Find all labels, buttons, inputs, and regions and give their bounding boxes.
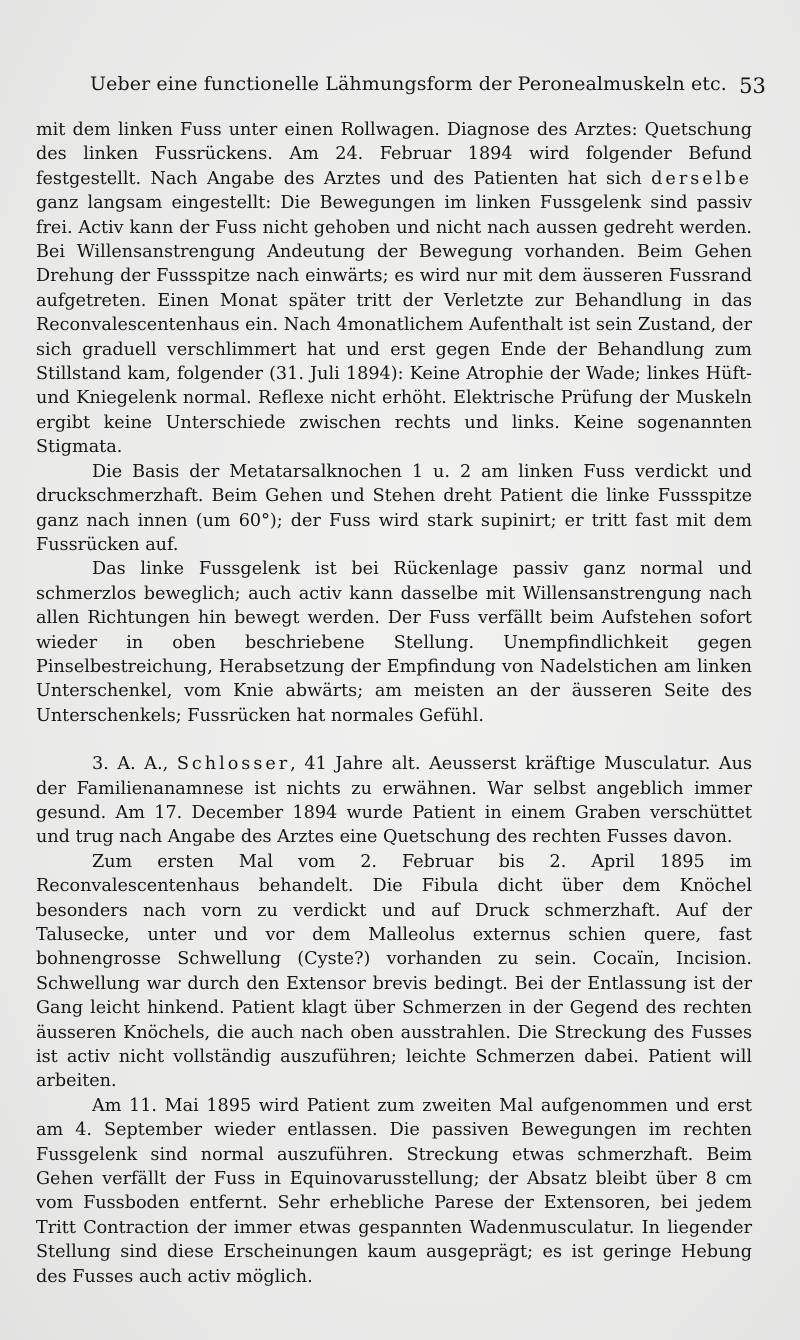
paragraph-text: ganz langsam eingestellt: Die Bewegungen im linken Fussgelenk sind passiv frei. Activ kann der Fuss nicht gehoben und nicht nach aussen gedreht werden. Bei Willensanstrengung Andeutung der Bewegung vorhanden. Beim Gehen Drehung der Fussspitze nach einwärts; es wird nur mit dem äusseren Fussrand aufgetreten. Einen Monat später tritt der Verletzte zur Behandlung in das Reconvalescentenhaus ein. Nach 4monatlichem Aufenthalt ist sein Zustand, der sich graduell verschlimmert hat und erst gegen Ende der Behandlung zum Stillstand kam, folgender (31. Juli 1894): Keine Atrophie der Wade; linkes Hüft- und Kniegelenk normal. Reflexe nicht erhöht. Elektrische Prüfung der Muskeln ergibt keine Unterschiede zwischen rechts und links. Keine sogenannten Stigmata. xyxy=(36,193,752,458)
page-number: 53 xyxy=(739,74,766,98)
paragraph xyxy=(36,1094,752,1289)
paragraph-text: Das linke Fussgelenk ist bei Rückenlage passiv ganz normal und schmerzlos beweglich; auch activ kann dasselbe mit Willensanstrengung nach allen Richtungen hin bewegt werden. Der Fuss verfällt beim Aufstehen sofort wieder in oben beschriebene Stellung. Unempfindlichkeit gegen Pinselbestreichung, Herabsetzung der Empfindung von Nadelstichen am linken Unterschenkel, vom Knie abwärts; am meisten an der äusseren Seite des Unterschenkels; Fussrücken hat normales Gefühl. xyxy=(36,559,752,726)
paragraph xyxy=(36,460,752,558)
paragraph xyxy=(36,118,752,460)
paragraph-text: 3. A. A., xyxy=(92,754,177,775)
paragraph xyxy=(36,850,752,1094)
paragraph-text: , 41 Jahre alt. Aeusserst kräftige Musculatur. Aus der Familienanamnese ist nichts zu erwähnen. War selbst angeblich immer gesund. Am 17. December 1894 wurde Patient in einem Graben verschüttet und trug nach Angabe des Arztes eine Quetschung des rechten Fusses davon. xyxy=(36,754,752,848)
body-text xyxy=(36,118,752,1289)
paragraph-text: Zum ersten Mal vom 2. Februar bis 2. April 1895 im Reconvalescentenhaus behandelt. Die Fibula dicht über dem Knöchel besonders nach vorn zu verdickt und auf Druck schmerzhaft. Auf der Talusecke, unter und vor dem Malleolus externus schien quere, fast bohnengrosse Schwellung (Cyste?) vorhanden zu sein. Cocaïn, Incision. Schwellung war durch den Extensor brevis bedingt. Bei der Entlassung ist der Gang leicht hinkend. Patient klagt über Schmerzen in der Gegend des rechten äusseren Knöchels, die auch nach oben ausstrahlen. Die Streckung des Fusses ist activ nicht vollständig auszuführen; leichte Schmerzen dabei. Patient will arbeiten. xyxy=(36,851,752,1092)
emphasized-text: derselbe xyxy=(651,168,752,189)
emphasized-text: Schlosser xyxy=(176,754,291,775)
running-title: Ueber eine functionelle Lähmungsform der Peronealmuskeln etc. xyxy=(90,73,727,95)
paragraph-text: Die Basis der Metatarsalknochen 1 u. 2 am linken Fuss verdickt und druckschmerzhaft. Beim Gehen und Stehen dreht Patient die linke Fussspitze ganz nach innen (um 60°); der Fuss wird stark supinirt; er tritt fast mit dem Fussrücken auf. xyxy=(36,461,752,555)
paragraph-text: mit dem linken Fuss unter einen Rollwagen. Diagnose des Arztes: Quetschung des linken Fussrückens. Am 24. Februar 1894 wird folgender Befund festgestellt. Nach Angabe des Arztes und des Patienten hat sich xyxy=(36,120,752,189)
paragraph xyxy=(36,752,752,850)
paragraph xyxy=(36,557,752,728)
paragraph-text: Am 11. Mai 1895 wird Patient zum zweiten Mal aufgenommen und erst am 4. September wieder entlassen. Die passiven Bewegungen im rechten Fussgelenk sind normal auszuführen. Streckung etwas schmerzhaft. Beim Gehen verfällt der Fuss in Equinovarusstellung; der Absatz bleibt über 8 cm vom Fussboden entfernt. Sehr erhebliche Parese der Extensoren, bei jedem Tritt Contraction der immer etwas gespannten Wadenmusculatur. In liegender Stellung sind diese Erscheinungen kaum ausgeprägt; es ist geringe Hebung des Fusses auch activ möglich. xyxy=(36,1095,752,1287)
